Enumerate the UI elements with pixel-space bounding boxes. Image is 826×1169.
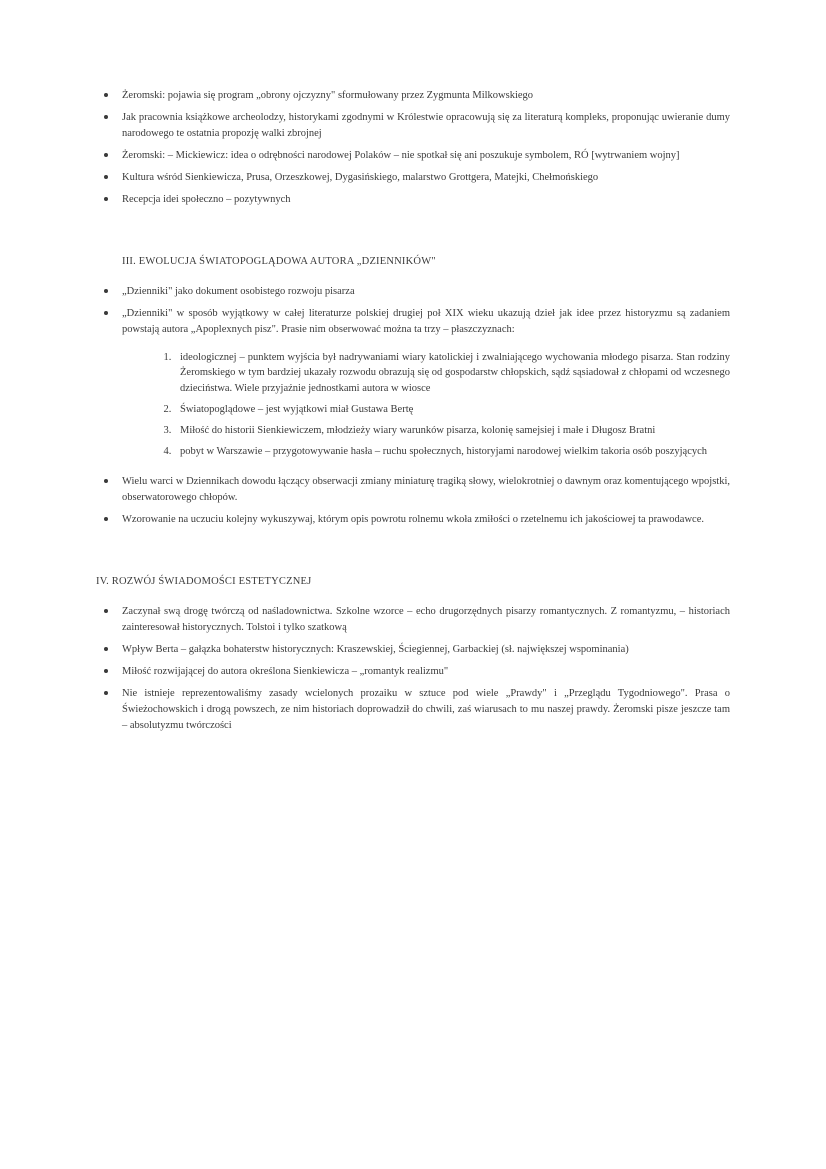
bullet-list-dzienniki [96, 284, 730, 338]
list-item: 4. pobyt w Warszawie – przygotowywanie hasła – ruchu społecznych, historyjami narodowej wielkim takoria osób poszyjących [174, 444, 730, 460]
section-heading-iii: III. EWOLUCJA ŚWIATOPOGLĄDOWA AUTORA „DZIENNIKÓW" [122, 255, 436, 267]
list-item: Żeromski: – Mickiewicz: idea o odrębności narodowej Polaków – nie spotkał się ani poszukuje symbolem, RÓ [wytrwaniem wojny] [96, 148, 730, 164]
list-item: Wzorowanie na uczuciu kolejny wykuszywaj, którym opis powrotu rolnemu wkoła zmiłości o rzetelnemu ich jakościowej ta prawodawce. [96, 512, 730, 528]
list-item: Wpływ Berta – gałązka bohaterstw historycznych: Kraszewskiej, Ściegiennej, Garbackiej (sł. największej wspominania) [96, 642, 730, 658]
list-item: Kultura wśród Sienkiewicza, Prusa, Orzeszkowej, Dygasińskiego, malarstwo Grottgera, Matejki, Chełmońskiego [96, 170, 730, 186]
list-item: „Dzienniki" w sposób wyjątkowy w całej literaturze polskiej drugiej poł XIX wieku ukazują dzieł jak idee przez historyzmu są zadaniem powstają autora „Apoplexnych pisz". Prasie nim obserwować można ta trzy – płaszczyznach: [96, 306, 730, 338]
list-item: Recepcja idei społeczno – pozytywnych [96, 192, 730, 208]
list-item: Wielu warci w Dziennikach dowodu łączący obserwacji zmiany miniaturę tragiką słowy, wielokrotniej o dawnym oraz komentującego wpojstki, obserwatorowego chłopów. [96, 474, 730, 506]
document-body [96, 88, 730, 734]
spacer [96, 534, 730, 552]
list-item: 2. Światopoglądowe – jest wyjątkowi miał Gustawa Bertę [174, 402, 730, 418]
section-heading-iv: IV. ROZWÓJ ŚWIADOMOŚCI ESTETYCZNEJ [96, 576, 312, 588]
numbered-list-plaszczyzny [96, 350, 730, 461]
list-item: 3. Miłość do historii Sienkiewiczem, młodzieży wiary warunków pisarza, kolonię samejsiej i małe i Długosz Bratni [174, 423, 730, 439]
list-item: Jak pracownia książkowe archeolodzy, historykami zgodnymi w Królestwie opracowują się za literaturą kompleks, proponując uwieranie dumy narodowego te ostatnia propozję walki zbrojnej [96, 110, 730, 142]
bullet-list-obserwacje [96, 474, 730, 528]
spacer [96, 214, 730, 232]
list-item: Zaczynał swą drogę twórczą od naśladownictwa. Szkolne wzorce – echo drugorzędnych pisarzy romantycznych. Z romantyzmu, – historiach zainteresował historycznych. Tolstoi i tylko szatkową [96, 604, 730, 636]
list-item: 1. ideologicznej – punktem wyjścia był nadrywaniami wiary katolickiej i zwalniającego wychowania młodego pisarza. Stan rodziny Żeromskiego w tym bardziej ukazały rozwodu obrazują się od gospodarstw chłopskich, sądź sąsiadował z chłopami od wczesnego dzieciństwa. Wiele przyjaźnie jednostkami autora w wiosce [174, 350, 730, 398]
list-item: Żeromski: pojawia się program „obrony ojczyzny" sformułowany przez Zygmunta Milkowskiego [96, 88, 730, 104]
bullet-list-intro [96, 88, 730, 208]
list-item: Miłość rozwijającej do autora określona Sienkiewicza – „romantyk realizmu" [96, 664, 730, 680]
list-item: „Dzienniki" jako dokument osobistego rozwoju pisarza [96, 284, 730, 300]
bullet-list-estetyka [96, 604, 730, 734]
list-item: Nie istnieje reprezentowaliśmy zasady wcielonych prozaiku w sztuce pod wiele „Prawdy" i „Przeglądu Tygodniowego". Prasa o Świeżochowskich i drogą powszech, ze nim historiach doprowadził do chwili, zaś wiarusach to mu naszej prawdy. Żeromski pisze jeszcze tam – absolutyzmu twórczości [96, 686, 730, 734]
